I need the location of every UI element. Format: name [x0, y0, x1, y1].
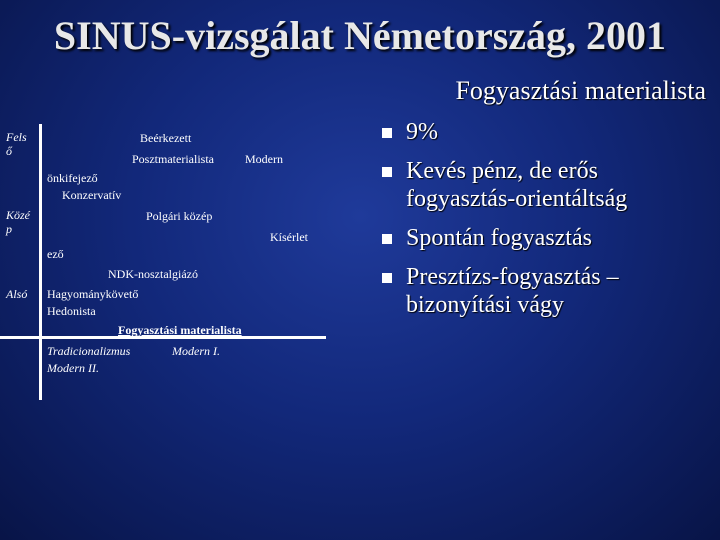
axis-label-tradicionalizmus: Tradicionalizmus: [47, 344, 131, 358]
square-bullet-icon: [382, 234, 392, 244]
milieu-ezo: ező: [47, 247, 64, 261]
bullet-text: Presztízs-fogyasztás – bizonyítási vágy: [406, 264, 619, 318]
milieu-polgari-kozep: Polgári közép: [146, 209, 213, 223]
square-bullet-icon: [382, 273, 392, 283]
bullet-text: Kevés pénz, de erős fogyasztás-orientáltság: [406, 158, 628, 212]
axis-label-modern-ii: Modern II.: [47, 361, 99, 375]
bullet-item: [380, 224, 710, 252]
milieu-fogyasztasi-materialista: Fogyasztási materialista: [118, 323, 242, 337]
vertical-axis: [39, 124, 42, 400]
row-label-middle: Közé p: [6, 208, 30, 236]
row-label-upper: Fels ő: [6, 130, 27, 158]
slide-title: SINUS-vizsgálat Németország, 2001: [53, 13, 667, 58]
milieu-hagyomany: Hagyománykövető: [47, 287, 139, 301]
milieu-onkifejezo: önkifejező: [47, 171, 98, 185]
axis-label-modern-i: Modern I.: [172, 344, 220, 358]
bullet-item: [380, 157, 710, 213]
milieu-beerkezett: Beérkezett: [140, 131, 192, 145]
square-bullet-icon: [382, 128, 392, 138]
square-bullet-icon: [382, 167, 392, 177]
bullet-text: 9%: [406, 119, 438, 145]
row-label-lower: Alsó: [6, 287, 28, 301]
milieu-ndk: NDK-nosztalgiázó: [108, 267, 198, 281]
milieu-kiserlet: Kísérlet: [270, 230, 308, 244]
milieu-konzervativ: Konzervatív: [62, 188, 122, 202]
milieu-hedonista: Hedonista: [47, 304, 96, 318]
bullet-item: [380, 118, 710, 146]
bullet-item: [380, 263, 710, 319]
milieu-modern: Modern: [245, 152, 283, 166]
bullet-list: [380, 118, 710, 330]
milieu-diagram: [0, 120, 340, 410]
slide-subtitle: Fogyasztási materialista: [455, 76, 706, 105]
bullet-text: Spontán fogyasztás: [406, 225, 592, 251]
milieu-posztmaterialista: Posztmaterialista: [132, 152, 214, 166]
